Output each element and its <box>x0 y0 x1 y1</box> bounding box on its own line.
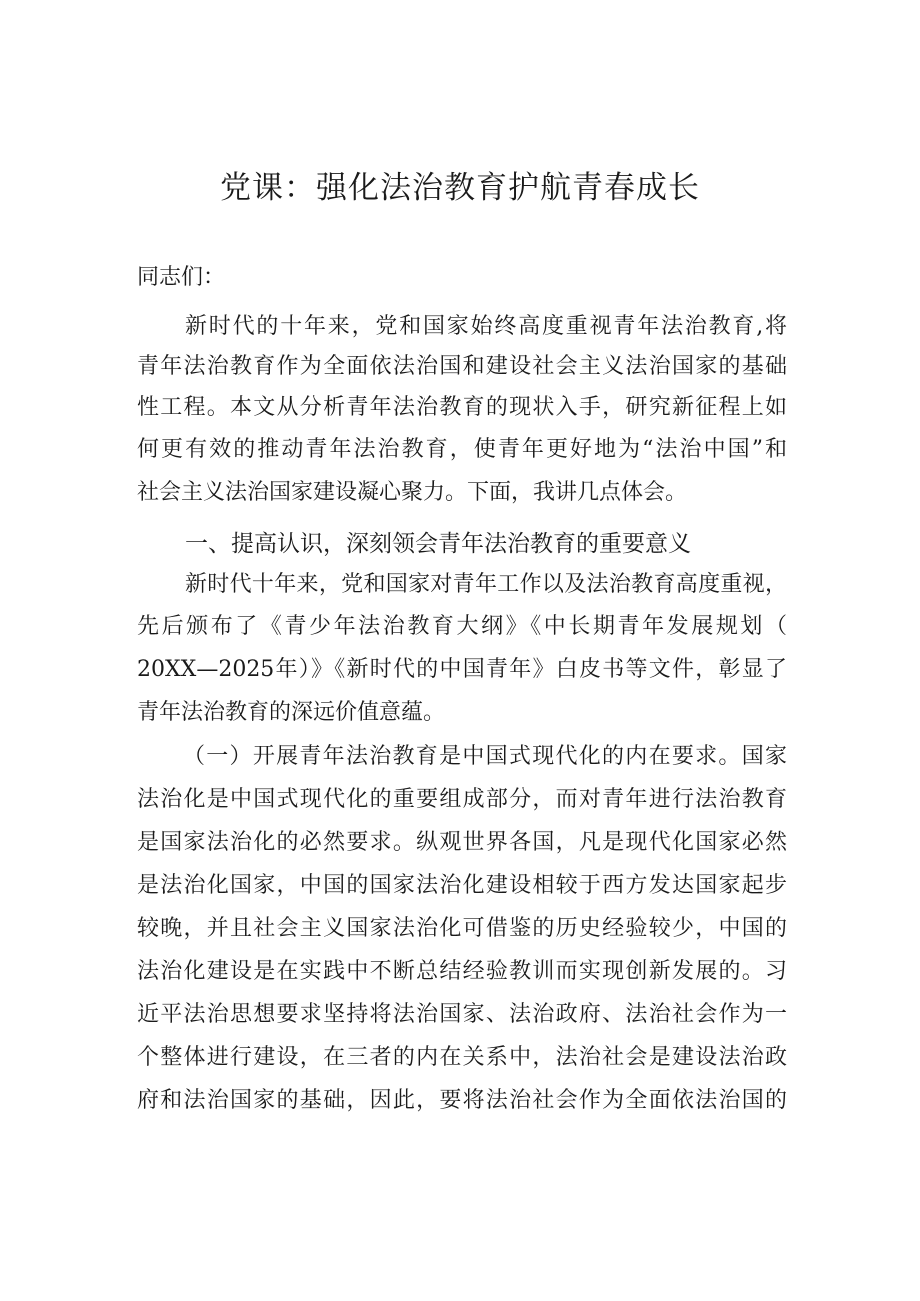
intro-line: 性工程。本文从分析青年法治教育的现状入手，研究新征程上如 <box>137 395 787 420</box>
subsection-line: （一）开展青年法治教育是中国式现代化的内在要求。国家 <box>183 744 787 769</box>
subsection-line: 个整体进行建设，在三者的内在关系中，法治社会是建设法治政 <box>137 1045 787 1070</box>
subsection-line: 府和法治国家的基础，因此，要将法治社会作为全面依法治国的 <box>137 1088 787 1113</box>
document-title: 党课：强化法治教育护航青春成长 <box>220 170 700 206</box>
intro-line: 何更有效的推动青年法治教育，使青年更好地为“法治中国”和 <box>137 437 787 462</box>
subsection-line: 法治化是中国式现代化的重要组成部分，而对青年进行法治教育 <box>137 787 787 812</box>
section-line: 青年法治教育的深远价值意蕴。 <box>137 700 446 725</box>
subsection-line: 是法治化国家，中国的国家法治化建设相较于西方发达国家起步 <box>137 873 787 898</box>
subsection-line: 较晚，并且社会主义国家法治化可借鉴的历史经验较少，中国的 <box>137 916 787 941</box>
subsection-line: 是国家法治化的必然要求。纵观世界各国，凡是现代化国家必然 <box>137 830 787 855</box>
section-line: 新时代十年来，党和国家对青年工作以及法治教育高度重视， <box>185 572 787 597</box>
section-line: 先后颁布了《青少年法治教育大纲》《中长期青年发展规划（ <box>137 614 787 639</box>
section-heading: 一、提高认识，深刻领会青年法治教育的重要意义 <box>185 531 691 557</box>
salutation: 同志们： <box>137 265 226 290</box>
subsection-line: 近平法治思想要求坚持将法治国家、法治政府、法治社会作为一 <box>137 1002 787 1027</box>
intro-line: 青年法治教育作为全面依法治国和建设社会主义法治国家的基础 <box>137 354 787 379</box>
subsection-line: 法治化建设是在实践中不断总结经验教训而实现创新发展的。习 <box>137 959 787 984</box>
intro-line: 新时代的十年来，党和国家始终高度重视青年法治教育,将 <box>185 314 787 339</box>
section-line: 20XX—2025年）》《新时代的中国青年》白皮书等文件，彰显了 <box>137 657 787 682</box>
intro-line: 社会主义法治国家建设凝心聚力。下面，我讲几点体会。 <box>137 480 688 505</box>
